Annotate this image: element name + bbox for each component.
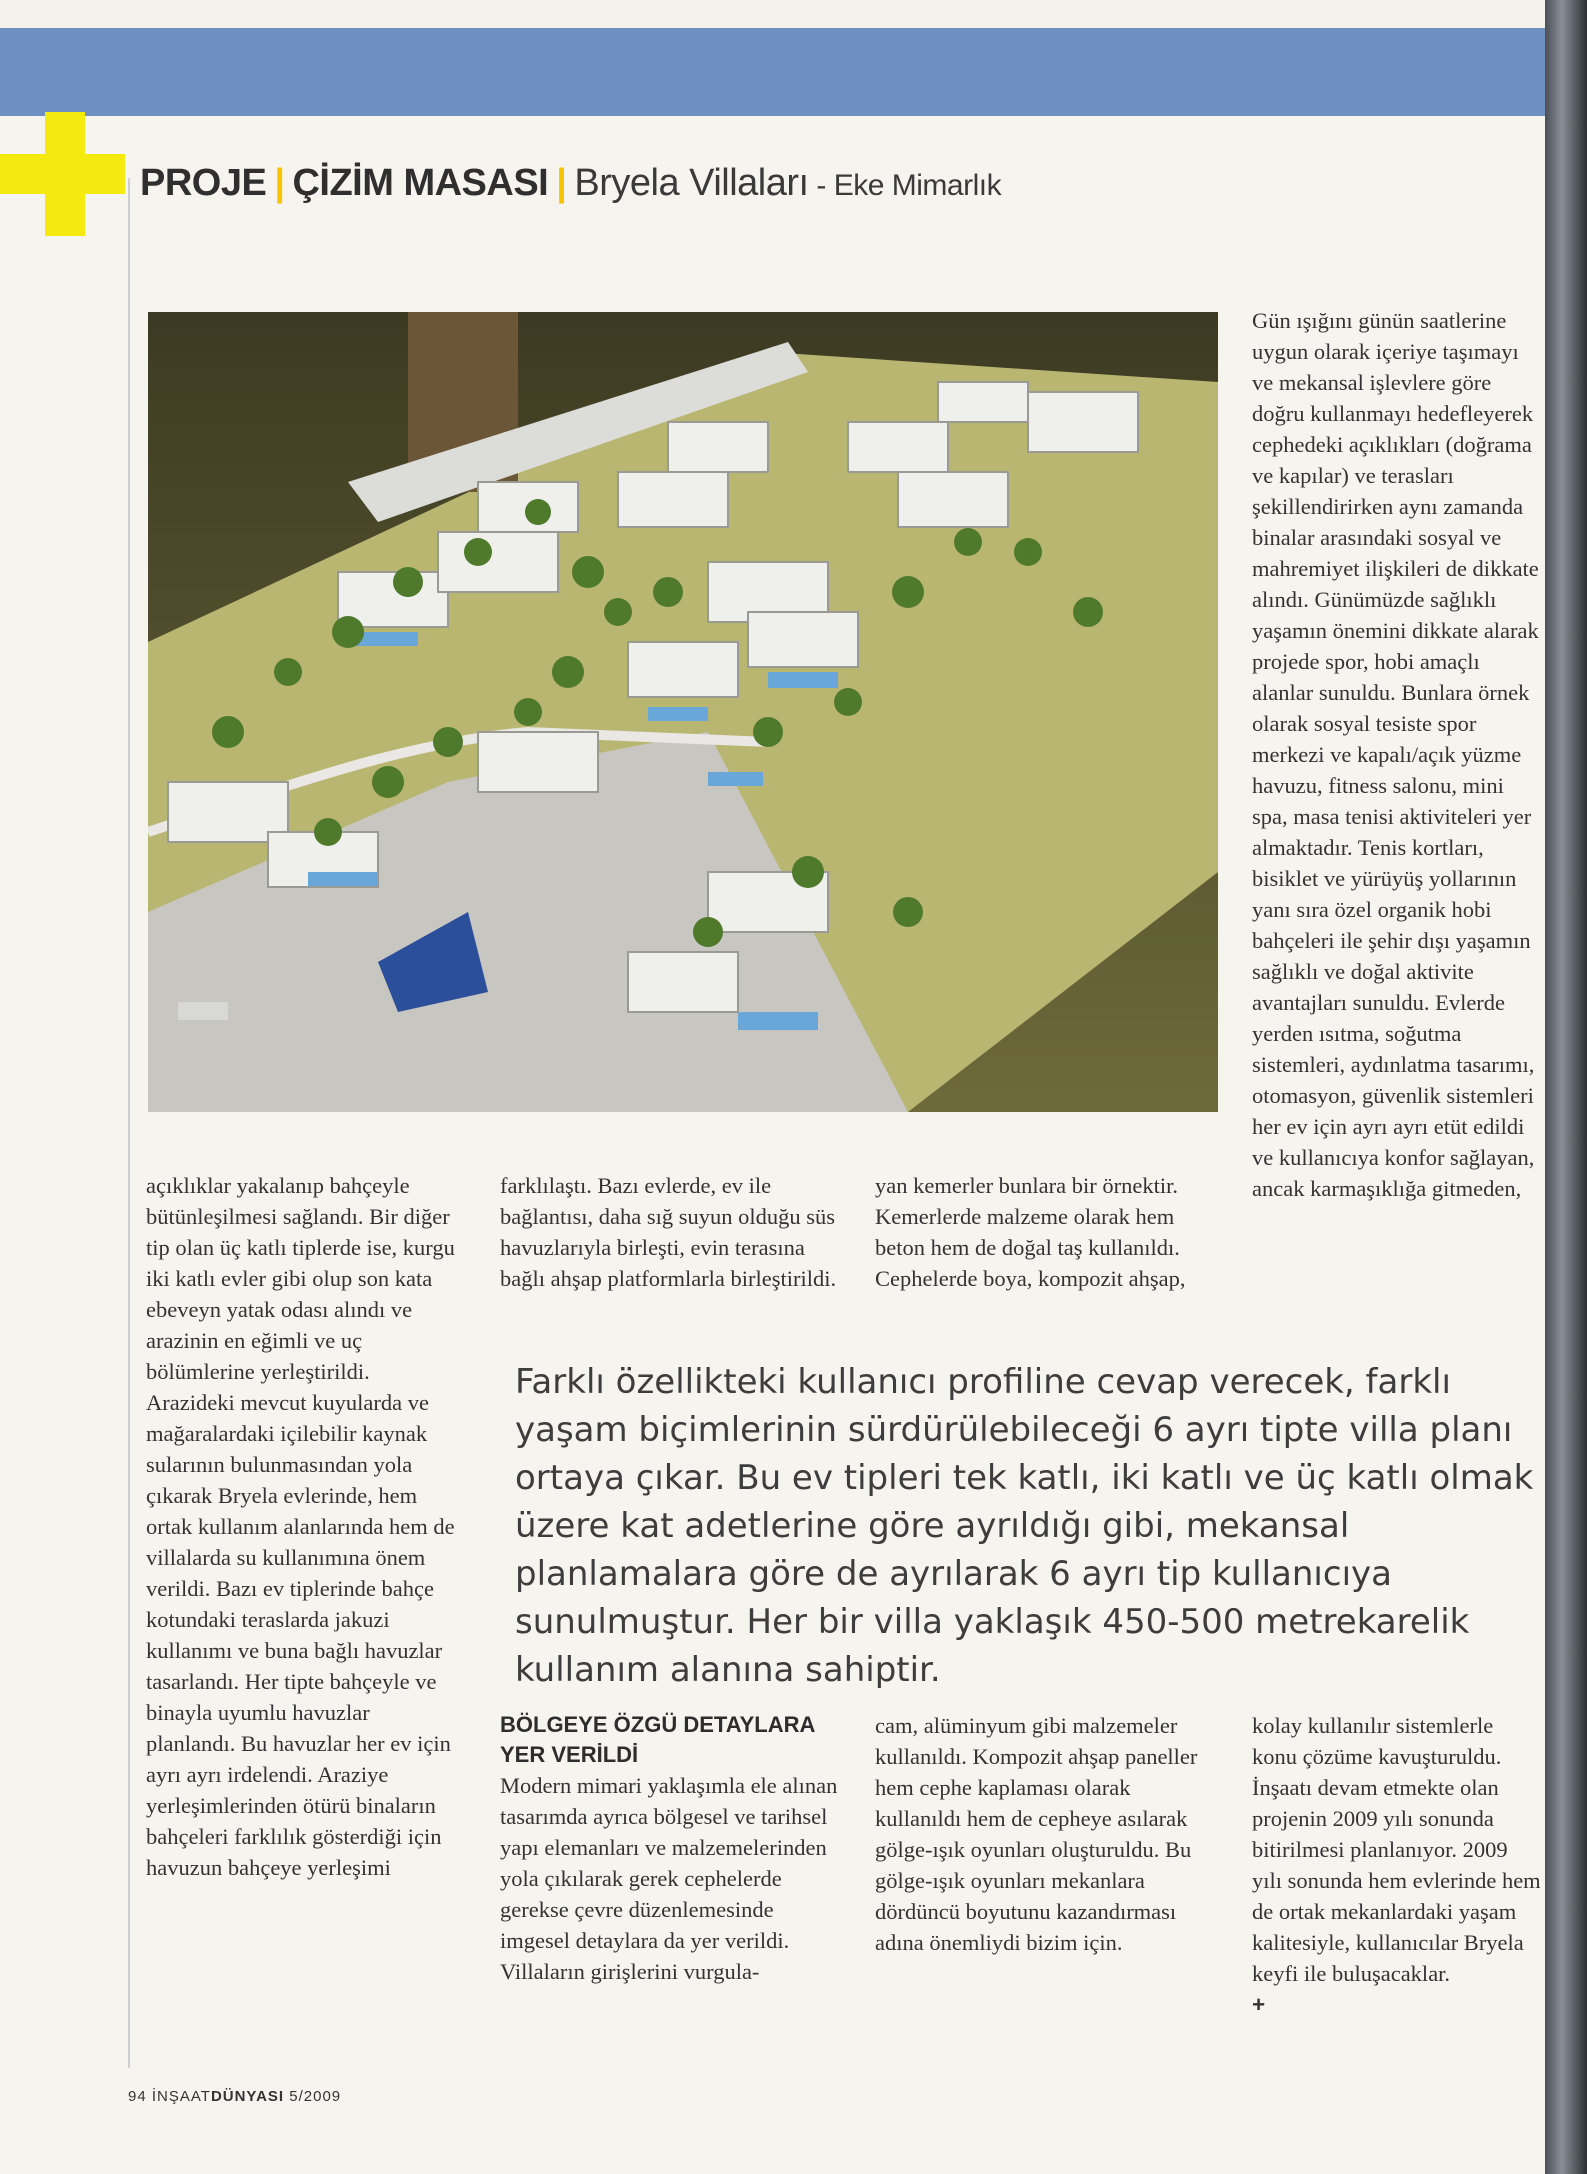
paragraph: Modern mimari yaklaşımla ele alınan tasarımda ayrıca bölgesel ve tarihsel yapı elemanları ve malzemelerinden yola çıkılarak gerek cephelerde gerekse çevre düzenlemesinde imgesel detaylara da yer verildi. Villaların girişlerini vurgula-: [500, 1773, 838, 1984]
header-architect: - Eke Mimarlık: [808, 169, 1002, 202]
paragraph: Gün ışığını günün saatlerine uygun olarak içeriye taşımayı ve mekansal işlevlere göre doğru kullanmayı hedefleyerek cephedeki açıklıkları (doğrama ve kapılar) ve terasları şekillendirirken aynı zamanda binalar arasındaki sosyal ve mahremiyet ilişkileri de dikkate alındı. Günümüzde sağlıklı yaşamın önemini dikkate alarak projede spor, hobi amaçlı alanlar sunuldu. Bunlara örnek olarak sosyal tesiste spor merkezi ve kapalı/açık yüzme havuzu, fitness salonu, mini spa, masa tenisi aktiviteleri yer almaktadır. Tenis kortları, bisiklet ve yürüyüş yollarının yanı sıra özel organik hobi bahçeleri ile şehir dışı yaşamın sağlıklı ve doğal aktivite avantajları sunuldu. Evlerde yerden ısıtma, soğutma sistemleri, aydınlatma tasarımı, otomasyon, güvenlik sistemleri her ev için ayrı ayrı etüt edildi ve kullanıcıya konfor sağlayan, ancak karmaşıklığa gitmeden,: [1252, 308, 1539, 1201]
end-mark: +: [1252, 1992, 1266, 2017]
yellow-plus-icon-bar: [0, 154, 125, 194]
paragraph: yan kemerler bunlara bir örnektir. Kemerlerde malzeme olarak hem beton hem de doğal taş kullanıldı. Cephelerde boya, kompozit ahşap,: [875, 1173, 1186, 1291]
paragraph: farklılaştı. Bazı evlerde, ev ile bağlantısı, daha sığ suyun olduğu süs havuzlarıyla birleşti, evin terasına bağlı ahşap platformlarla birleştirildi.: [500, 1173, 837, 1291]
text-column-3-top: [875, 1170, 1220, 1294]
paragraph: açıklıklar yakalanıp bahçeyle bütünleşilmesi sağlandı. Bir diğer tip olan üç katlı tiplerde ise, kurgu iki katlı evler gibi olup son kata ebeveyn yatak odası alındı ve arazinin en eğimli ve uç bölümlerine yerleştirildi. Arazideki mevcut kuyularda ve mağaralardaki içilebilir kaynak sularının bulunmasından yola çıkarak Bryela evlerinde, hem ortak kullanım alanlarında hem de villalarda su kullanımına önem verildi. Bazı ev tiplerinde bahçe kotundaki teraslarda jakuzi kullanımı ve buna bağlı havuzlar tasarlandı. Her tipte bahçeyle ve binayla uyumlu havuzlar planlandı. Bu havuzlar her ev için ayrı ayrı irdelendi. Araziye yerleşimlerinden ötürü binaların bahçeleri farklılık gösterdiği için havuzun bahçeye yerleşimi: [146, 1173, 455, 1880]
model-illustration: [148, 312, 1218, 1112]
architectural-model-photo: [148, 312, 1218, 1112]
paragraph: kolay kullanılır sistemlerle konu çözüme kavuşturuldu. İnşaatı devam etmekte olan projenin 2009 yılı sonunda bitirilmesi planlanıyor. 2009 yılı sonunda hem evlerinde hem de ortak mekanlardaki yaşam kalitesiyle, kullanıcılar Bryela keyfi ile buluşacaklar.: [1252, 1713, 1541, 1986]
paragraph: cam, alüminyum gibi malzemeler kullanıldı. Kompozit ahşap paneller hem cephe kaplaması olarak kullanıldı hem de cepheye asılarak gölge-ışık oyunları oluşturuldu. Bu gölge-ışık oyunları mekanlara dördüncü boyutunu kazandırması adına önemliydi bizim için.: [875, 1713, 1198, 1955]
left-rule: [128, 178, 130, 2068]
magazine-name-1: İNŞAAT: [151, 2088, 211, 2105]
header-project: Bryela Villaları: [574, 162, 809, 204]
page-footer: [128, 2088, 341, 2105]
issue: 5/2009: [289, 2088, 342, 2105]
text-column-1-top: [146, 1170, 461, 1883]
text-column-right-top: [1252, 305, 1542, 1204]
magazine-name-2: DÜNYASI: [210, 2088, 285, 2105]
header-separator: |: [274, 162, 285, 204]
pull-quote: Farklı özellikteki kullanıcı profiline cevap verecek, farklı yaşam biçimlerinin sürdürülebileceği 6 ayrı tipte villa planı ortaya çıkar. Bu ev tipleri tek katlı, iki katlı ve üç katlı olmak üzere kat adetlerine göre ayrıldığı gibi, mekansal planlamalara göre de ayrılarak 6 ayrı tip kullanıcıya sunulmuştur. Her bir villa yaklaşık 450-500 metrekarelik kullanım alanına sahiptir.: [515, 1362, 1534, 1690]
text-column-2-bottom: [500, 1710, 840, 1987]
page-number: 94: [128, 2088, 147, 2105]
header-section: PROJE: [140, 162, 267, 204]
subheading: BÖLGEYE ÖZGÜ DETAYLARA YER VERİLDİ: [500, 1712, 815, 1767]
top-color-band: [0, 28, 1545, 116]
header-separator-2: |: [556, 162, 567, 204]
text-column-2-top: [500, 1170, 840, 1294]
text-column-4-bottom: [1252, 1710, 1542, 2020]
header-subsection: ÇİZİM MASASI: [292, 162, 549, 204]
text-column-3-bottom: [875, 1710, 1220, 1958]
right-page-edge: [1545, 0, 1587, 2174]
section-header: [140, 162, 1001, 205]
